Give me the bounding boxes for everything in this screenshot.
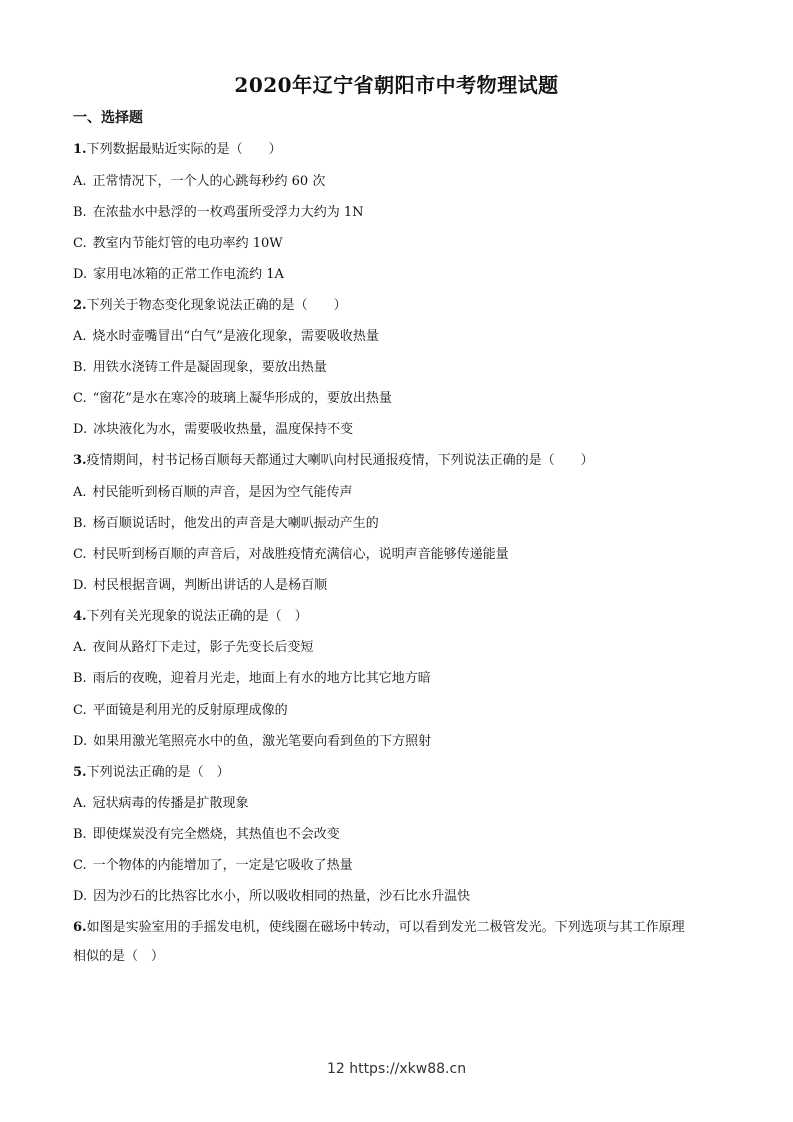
option-text: 平面镜是利用光的反射原理成像的 bbox=[92, 703, 288, 718]
option-text: 村民听到杨百顺的声音后，对战胜疫情充满信心，说明声音能够传递能量 bbox=[92, 547, 509, 562]
option-text: 如果用激光笔照亮水中的鱼，激光笔要向看到鱼的下方照射 bbox=[93, 734, 432, 749]
question-2-option-a bbox=[73, 328, 379, 346]
option-text: 家用电冰箱的正常工作电流约 1A bbox=[93, 267, 284, 282]
option-letter: C. bbox=[73, 547, 87, 562]
question-6-stem-continued bbox=[73, 948, 164, 966]
option-letter: D. bbox=[73, 578, 88, 593]
question-3-option-a bbox=[73, 484, 353, 502]
question-5-option-a bbox=[73, 795, 249, 813]
option-text: 教室内节能灯管的电功率约 10W bbox=[92, 236, 283, 251]
option-text: 冠状病毒的传播是扩散现象 bbox=[92, 796, 249, 811]
question-4-option-b bbox=[73, 670, 431, 688]
question-2-stem bbox=[73, 297, 347, 315]
option-letter: B. bbox=[73, 671, 87, 686]
option-letter: C. bbox=[73, 236, 87, 251]
question-number: 6. bbox=[73, 920, 87, 935]
question-4-option-c bbox=[73, 702, 288, 720]
question-text: 下列数据最贴近实际的是（ ） bbox=[86, 142, 282, 157]
question-3-option-c bbox=[73, 546, 509, 564]
option-letter: B. bbox=[73, 205, 87, 220]
question-3-option-b bbox=[73, 515, 379, 533]
question-5-stem bbox=[73, 764, 230, 782]
page-footer: 12 https://xkw88.cn bbox=[326, 1061, 467, 1077]
option-letter: A. bbox=[73, 329, 87, 344]
option-letter: A. bbox=[73, 796, 87, 811]
question-2-option-b bbox=[73, 359, 327, 377]
question-number: 4. bbox=[73, 609, 87, 624]
option-letter: C. bbox=[73, 391, 87, 406]
option-text: 夜间从路灯下走过，影子先变长后变短 bbox=[92, 640, 314, 655]
question-1-option-a bbox=[73, 173, 325, 191]
question-2-option-c bbox=[73, 390, 392, 408]
question-3-stem bbox=[73, 452, 594, 470]
option-letter: D. bbox=[73, 734, 88, 749]
question-number: 2. bbox=[73, 298, 87, 313]
question-5-option-d bbox=[73, 888, 470, 906]
question-text: 疫情期间，村书记杨百顺每天都通过大喇叭向村民通报疫情，下列说法正确的是（ ） bbox=[86, 453, 594, 468]
question-text: 下列关于物态变化现象说法正确的是（ ） bbox=[86, 298, 347, 313]
question-6-stem bbox=[73, 919, 685, 937]
question-4-stem bbox=[73, 608, 308, 626]
question-1-option-b bbox=[73, 204, 363, 222]
option-text: 一个物体的内能增加了，一定是它吸收了热量 bbox=[92, 858, 353, 873]
option-letter: B. bbox=[73, 516, 87, 531]
option-text: “窗花”是水在寒冷的玻璃上凝华形成的，要放出热量 bbox=[92, 391, 392, 406]
question-5-option-b bbox=[73, 826, 340, 844]
option-letter: A. bbox=[73, 174, 87, 189]
option-text: 因为沙石的比热容比水小，所以吸收相同的热量，沙石比水升温快 bbox=[93, 889, 471, 904]
question-text: 下列有关光现象的说法正确的是（ ） bbox=[86, 609, 308, 624]
option-text: 杨百顺说话时，他发出的声音是大喇叭振动产生的 bbox=[92, 516, 379, 531]
option-letter: D. bbox=[73, 889, 88, 904]
option-text: 村民根据音调，判断出讲话的人是杨百顺 bbox=[93, 578, 328, 593]
question-number: 1. bbox=[73, 142, 87, 157]
question-number: 3. bbox=[73, 453, 87, 468]
option-text: 即使煤炭没有完全燃烧，其热值也不会改变 bbox=[92, 827, 340, 842]
option-text: 冰块液化为水，需要吸收热量，温度保持不变 bbox=[93, 422, 354, 437]
option-letter: C. bbox=[73, 858, 87, 873]
question-text-continued: 相似的是（ ） bbox=[73, 949, 165, 964]
question-5-option-c bbox=[73, 857, 353, 875]
section-heading: 一、选择题 bbox=[73, 110, 143, 126]
question-number: 5. bbox=[73, 765, 87, 780]
question-text: 下列说法正确的是（ ） bbox=[86, 765, 230, 780]
option-letter: A. bbox=[73, 485, 87, 500]
option-text: 雨后的夜晚，迎着月光走，地面上有水的地方比其它地方暗 bbox=[92, 671, 431, 686]
question-1-option-d bbox=[73, 266, 284, 284]
option-letter: B. bbox=[73, 360, 87, 375]
option-text: 正常情况下，一个人的心跳每秒约 60 次 bbox=[92, 174, 326, 189]
option-text: 用铁水浇铸工件是凝固现象，要放出热量 bbox=[92, 360, 327, 375]
option-text: 在浓盐水中悬浮的一枚鸡蛋所受浮力大约为 1N bbox=[92, 205, 364, 220]
question-1-option-c bbox=[73, 235, 283, 253]
question-4-option-a bbox=[73, 639, 314, 657]
option-text: 村民能听到杨百顺的声音，是因为空气能传声 bbox=[92, 485, 353, 500]
page-title: 2020年辽宁省朝阳市中考物理试题 bbox=[234, 73, 559, 97]
question-1-stem bbox=[73, 141, 282, 159]
question-4-option-d bbox=[73, 733, 431, 751]
option-letter: D. bbox=[73, 422, 88, 437]
option-letter: C. bbox=[73, 703, 87, 718]
option-letter: B. bbox=[73, 827, 87, 842]
option-text: 烧水时壶嘴冒出“白气”是液化现象，需要吸收热量 bbox=[92, 329, 379, 344]
option-letter: A. bbox=[73, 640, 87, 655]
question-text: 如图是实验室用的手摇发电机，使线圈在磁场中转动，可以看到发光二极管发光。下列选项与其工作原理 bbox=[86, 920, 685, 935]
question-2-option-d bbox=[73, 421, 353, 439]
option-letter: D. bbox=[73, 267, 88, 282]
question-3-option-d bbox=[73, 577, 327, 595]
